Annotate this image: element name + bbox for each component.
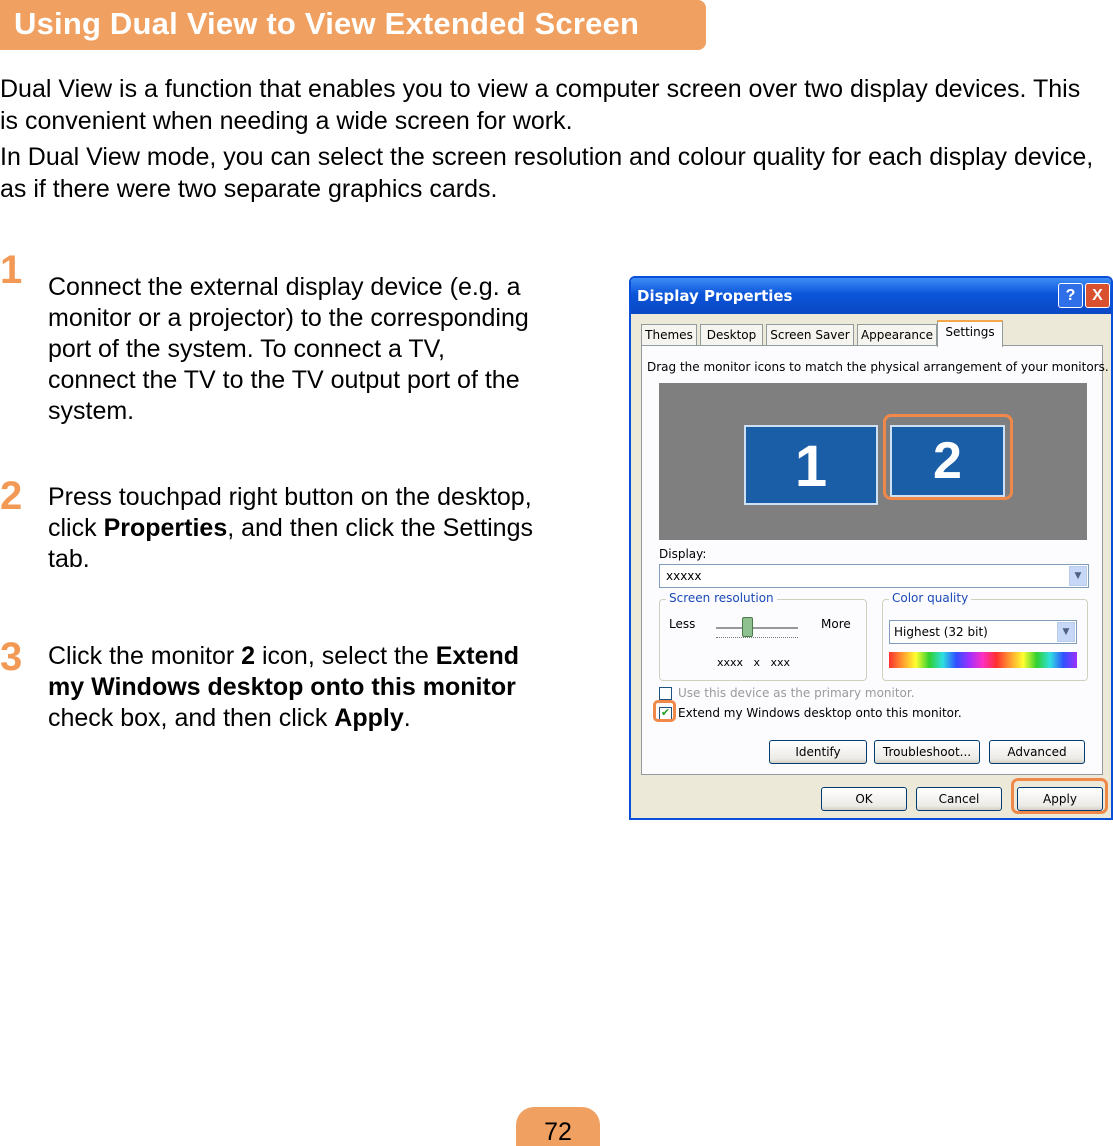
- display-properties-dialog: [629, 276, 1113, 820]
- monitor-arrangement-instruction: Drag the monitor icons to match the physical arrangement of your monitors.: [647, 360, 1109, 374]
- step-text-2: [48, 482, 538, 575]
- tab-settings[interactable]: Settings: [937, 320, 1003, 347]
- resolution-less-label: Less: [669, 617, 696, 631]
- cancel-button[interactable]: Cancel: [916, 787, 1002, 811]
- step-2-text-pre: Press touchpad right button on the desktop, click: [48, 483, 532, 542]
- step-2-bold-properties: Properties: [103, 514, 228, 542]
- display-select-value: xxxxx: [666, 569, 702, 583]
- step-number-1: 1: [0, 248, 23, 292]
- step-3-text-post: .: [403, 704, 411, 732]
- step-3-bold-extend: Extend my Windows desktop onto this monitor: [48, 642, 520, 701]
- resolution-slider-ticks: [716, 637, 798, 640]
- color-quality-select[interactable]: [889, 620, 1077, 644]
- chevron-down-icon[interactable]: ▼: [1057, 622, 1075, 642]
- monitor-1-icon[interactable]: 1: [744, 425, 878, 505]
- extend-desktop-checkbox[interactable]: ✔: [660, 707, 671, 719]
- dialog-title: Display Properties: [637, 287, 793, 305]
- extend-desktop-label: Extend my Windows desktop onto this monitor.: [678, 706, 962, 720]
- color-quality-title: Color quality: [889, 591, 971, 605]
- step-2-text-post: , and then click the Settings tab.: [48, 514, 533, 573]
- step-3-bold-apply: Apply: [334, 704, 404, 732]
- color-preview-strip: [889, 652, 1077, 668]
- resolution-slider-track: [716, 627, 798, 629]
- page-number: 72: [544, 1118, 572, 1146]
- color-quality-value: Highest (32 bit): [894, 625, 988, 639]
- step-text-3: [48, 641, 538, 734]
- highlight-monitor-2: [883, 414, 1013, 500]
- resolution-value: xxxx x xxx: [717, 656, 791, 669]
- chevron-down-icon[interactable]: ▼: [1069, 566, 1087, 586]
- tab-screen-saver[interactable]: Screen Saver: [766, 324, 854, 346]
- dialog-titlebar: [631, 278, 1111, 314]
- help-button[interactable]: ?: [1058, 283, 1083, 308]
- highlight-apply-button: [1011, 778, 1108, 814]
- resolution-more-label: More: [821, 617, 851, 631]
- step-3-text-pre: Click the monitor: [48, 642, 242, 670]
- identify-button[interactable]: Identify: [769, 740, 867, 764]
- tab-desktop[interactable]: Desktop: [700, 324, 763, 346]
- step-text-1: Connect the external display device (e.g. a monitor or a projector) to the corresponding port of the system. To connect a TV, connect the TV to the TV output port of the system.: [48, 273, 529, 425]
- troubleshoot-button[interactable]: Troubleshoot...: [874, 740, 980, 764]
- display-select[interactable]: [659, 564, 1089, 588]
- step-3-text-mid: icon, select the: [255, 642, 436, 670]
- intro-paragraph-2: In Dual View mode, you can select the screen resolution and colour quality for each display device, as if there were two separate graphics cards.: [0, 143, 1094, 203]
- resolution-slider-thumb[interactable]: [742, 617, 753, 637]
- primary-monitor-label: Use this device as the primary monitor.: [678, 686, 915, 700]
- step-3-text-mid2: check box, and then click: [48, 704, 335, 732]
- close-button[interactable]: X: [1085, 283, 1110, 308]
- screen-resolution-title: Screen resolution: [666, 591, 777, 605]
- monitor-arrangement-area: [659, 383, 1087, 540]
- apply-button[interactable]: Apply: [1017, 787, 1103, 811]
- primary-monitor-checkbox[interactable]: [659, 687, 672, 700]
- monitor-2-icon[interactable]: 2: [890, 425, 1005, 497]
- tab-themes[interactable]: Themes: [641, 324, 697, 346]
- advanced-button[interactable]: Advanced: [989, 740, 1085, 764]
- section-title: Using Dual View to View Extended Screen: [14, 6, 640, 41]
- step-number-3: 3: [0, 635, 23, 679]
- display-label: Display:: [659, 547, 707, 561]
- page-number-tab: [516, 1107, 600, 1146]
- intro-paragraph-1: Dual View is a function that enables you to view a computer screen over two display devices. This is convenient when needing a wide screen for work.: [0, 75, 1081, 135]
- step-3-bold-monitor: 2: [241, 642, 256, 670]
- highlight-extend-checkbox: [653, 700, 676, 722]
- section-header-banner: [0, 0, 706, 50]
- tab-appearance[interactable]: Appearance: [857, 324, 937, 346]
- ok-button[interactable]: OK: [821, 787, 907, 811]
- dialog-tabs: [641, 322, 1111, 346]
- step-number-2: 2: [0, 474, 23, 518]
